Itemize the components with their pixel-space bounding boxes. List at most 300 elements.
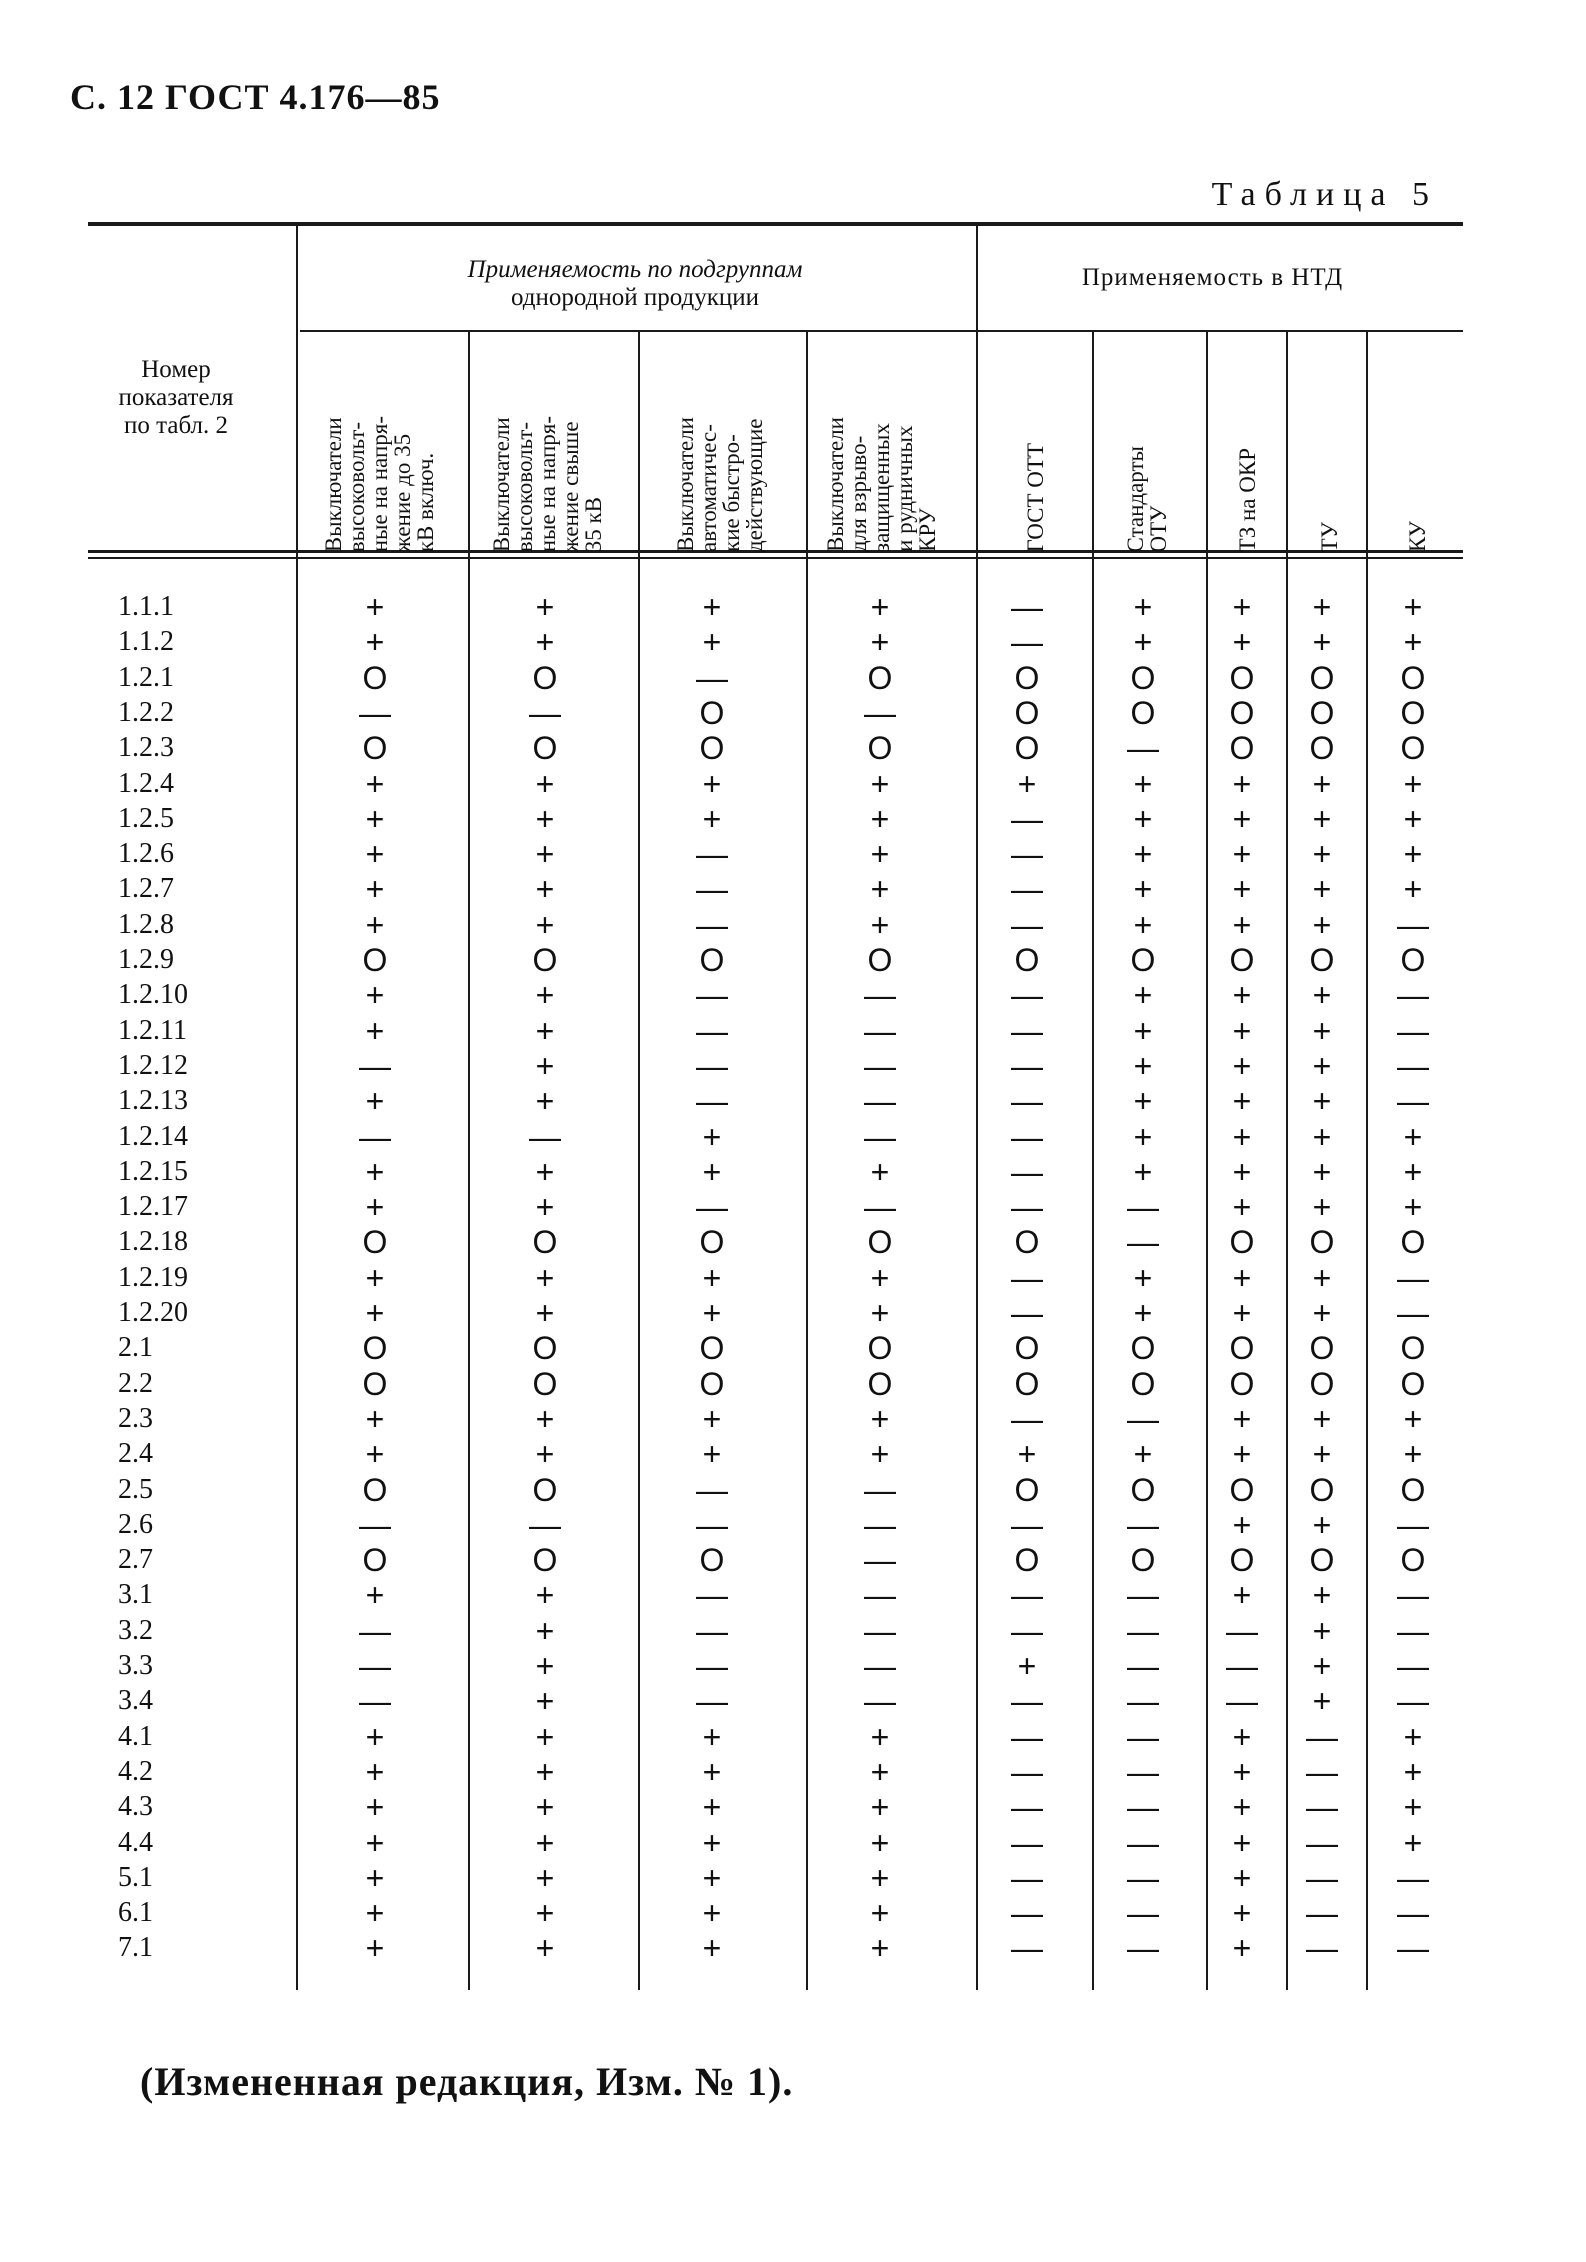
table-cell: — [1127, 1613, 1159, 1649]
table-cell: — [1127, 1648, 1159, 1684]
table-cell: + [1403, 766, 1423, 802]
table-cell: + [1312, 589, 1332, 625]
table-cell: — [1397, 1895, 1429, 1931]
table-cell: O [1400, 695, 1426, 731]
table-cell: — [864, 977, 896, 1013]
table-cell: — [1397, 977, 1429, 1013]
table-cell: O [867, 1366, 893, 1402]
table-cell: — [1011, 1825, 1043, 1861]
table-cell: + [702, 1119, 722, 1155]
row-number: 2.5 [118, 1474, 153, 1505]
table-cell: — [1011, 977, 1043, 1013]
row-number: 1.2.11 [118, 1015, 187, 1046]
table-cell: — [1011, 1401, 1043, 1437]
table-cell: + [1403, 1189, 1423, 1225]
table-cell: O [532, 1472, 558, 1508]
table-cell: O [1014, 1330, 1040, 1366]
group-title-ntd: Применяемость в НТД [1081, 264, 1344, 291]
table-cell: + [1312, 977, 1332, 1013]
table-cell: — [1011, 624, 1043, 660]
table-cell: — [1127, 1507, 1159, 1543]
table-cell: + [365, 1401, 385, 1437]
table-cell: + [702, 1930, 722, 1966]
divider-col-2 [638, 332, 640, 1990]
table-cell: + [870, 589, 890, 625]
table-cell: + [1232, 1577, 1252, 1613]
table-cell: + [1232, 1754, 1252, 1790]
table-cell: O [1229, 1472, 1255, 1508]
table-cell: O [1229, 695, 1255, 731]
row-number: 3.2 [118, 1615, 153, 1646]
row-number: 1.2.19 [118, 1262, 188, 1293]
table-cell: + [535, 624, 555, 660]
table-cell: + [1312, 1401, 1332, 1437]
table-cell: + [1312, 907, 1332, 943]
table-cell: — [1127, 1860, 1159, 1896]
table-cell: O [867, 660, 893, 696]
table-cell: + [702, 1754, 722, 1790]
table-cell: — [1011, 1860, 1043, 1896]
table-cell: O [1309, 695, 1335, 731]
table-cell: + [535, 1436, 555, 1472]
table-cell: + [870, 1754, 890, 1790]
row-number: 2.3 [118, 1403, 153, 1434]
table-cell: + [1403, 1719, 1423, 1755]
group-title-subgroups-line1: Применяемость по подгруппам [467, 256, 803, 283]
table-cell: O [362, 942, 388, 978]
divider-col-8 [1366, 332, 1368, 1990]
table-cell: O [699, 1224, 725, 1260]
column-header-6: Стандарты ОТУ [1123, 445, 1171, 552]
row-number: 1.2.2 [118, 697, 174, 728]
table-cell: O [867, 730, 893, 766]
table-cell: + [1232, 766, 1252, 802]
table-cell: + [365, 1436, 385, 1472]
table-cell: — [1397, 1577, 1429, 1613]
table-cell: — [1397, 1930, 1429, 1966]
table-cell: + [365, 1825, 385, 1861]
table-cell: + [365, 589, 385, 625]
table-cell: + [365, 836, 385, 872]
table-cell: O [1400, 1330, 1426, 1366]
table-cell: + [1133, 1260, 1153, 1296]
table-cell: + [535, 801, 555, 837]
table-cell: O [1130, 1330, 1156, 1366]
table-cell: + [1403, 589, 1423, 625]
table-cell: O [362, 1472, 388, 1508]
table-cell: + [1232, 1401, 1252, 1437]
table-cell: O [532, 1224, 558, 1260]
table-cell: + [870, 801, 890, 837]
table-cell: + [702, 589, 722, 625]
table-cell: + [870, 1789, 890, 1825]
table-cell: O [1014, 1224, 1040, 1260]
table-cell: + [535, 1930, 555, 1966]
table-cell: — [1011, 801, 1043, 837]
table-cell: — [1127, 1224, 1159, 1260]
table-cell: O [1400, 660, 1426, 696]
table-cell: — [359, 1613, 391, 1649]
table-cell: + [535, 1189, 555, 1225]
table-cell: O [1400, 942, 1426, 978]
table-cell: — [1011, 1119, 1043, 1155]
table-cell: — [1306, 1895, 1338, 1931]
table-cell: + [702, 1860, 722, 1896]
table-cell: — [1127, 1683, 1159, 1719]
table-cell: — [696, 1189, 728, 1225]
row-number: 4.3 [118, 1791, 153, 1822]
table-cell: — [696, 977, 728, 1013]
table-cell: — [1011, 1295, 1043, 1331]
table-cell: O [1400, 1542, 1426, 1578]
table-cell: — [359, 1648, 391, 1684]
table-cell: — [359, 1683, 391, 1719]
table-cell: — [1011, 1930, 1043, 1966]
table-cell: — [1011, 1789, 1043, 1825]
table-cell: + [1232, 1860, 1252, 1896]
table-cell: + [1403, 1154, 1423, 1190]
table-cell: O [1309, 1330, 1335, 1366]
table-cell: — [1226, 1648, 1258, 1684]
table-cell: — [1011, 836, 1043, 872]
top-rule [88, 222, 1463, 226]
divider-rownum [296, 226, 298, 1990]
table-cell: + [365, 1577, 385, 1613]
table-cell: + [365, 766, 385, 802]
table-cell: — [1306, 1825, 1338, 1861]
row-number: 2.6 [118, 1509, 153, 1540]
table-cell: + [1133, 1154, 1153, 1190]
table-cell: + [535, 1260, 555, 1296]
table-cell: + [1232, 624, 1252, 660]
table-cell: + [1232, 977, 1252, 1013]
table-cell: + [702, 1789, 722, 1825]
table-cell: + [535, 1719, 555, 1755]
table-cell: O [1229, 1366, 1255, 1402]
table-cell: + [535, 871, 555, 907]
table-cell: + [870, 1895, 890, 1931]
divider-col-1 [468, 332, 470, 1990]
row-number: 1.2.18 [118, 1226, 188, 1257]
table-caption: Таблица 5 [1211, 176, 1438, 213]
row-number: 1.2.6 [118, 838, 174, 869]
table-cell: + [1133, 801, 1153, 837]
table-cell: O [1014, 730, 1040, 766]
row-number: 1.2.15 [118, 1156, 188, 1187]
table-cell: + [870, 1260, 890, 1296]
table-cell: + [1232, 1436, 1252, 1472]
table-cell: + [535, 1825, 555, 1861]
group-rule [300, 330, 1463, 332]
table-cell: + [535, 977, 555, 1013]
table-cell: + [702, 1825, 722, 1861]
table-cell: — [1397, 1613, 1429, 1649]
table-cell: + [870, 1401, 890, 1437]
table-cell: — [1011, 1895, 1043, 1931]
row-number: 1.2.7 [118, 873, 174, 904]
row-number: 1.2.3 [118, 732, 174, 763]
row-number-header: Номер показателя по табл. 2 [118, 356, 234, 439]
footer-note: (Измененная редакция, Изм. № 1). [140, 2059, 794, 2104]
table-cell: + [535, 1401, 555, 1437]
table-cell: O [532, 1542, 558, 1578]
table-cell: + [1312, 1083, 1332, 1119]
table-cell: + [365, 907, 385, 943]
table-cell: + [870, 871, 890, 907]
table-cell: — [1011, 1048, 1043, 1084]
table-cell: O [1229, 1542, 1255, 1578]
table-cell: — [1011, 1013, 1043, 1049]
table-cell: — [529, 1507, 561, 1543]
table-cell: — [864, 1613, 896, 1649]
row-number: 1.2.10 [118, 979, 188, 1010]
table-cell: + [365, 1189, 385, 1225]
row-number: 2.7 [118, 1544, 153, 1575]
table-cell: + [870, 1154, 890, 1190]
table-cell: + [1312, 1048, 1332, 1084]
table-cell: + [1232, 589, 1252, 625]
table-cell: + [535, 589, 555, 625]
table-cell: + [702, 766, 722, 802]
page-header: С. 12 ГОСТ 4.176—85 [70, 77, 441, 117]
table-cell: O [1130, 660, 1156, 696]
table-cell: + [535, 1295, 555, 1331]
table-cell: — [864, 1189, 896, 1225]
table-cell: — [864, 1472, 896, 1508]
table-cell: O [1309, 660, 1335, 696]
table-cell: O [1130, 1472, 1156, 1508]
table-cell: + [1312, 1507, 1332, 1543]
table-cell: O [362, 1224, 388, 1260]
table-cell: — [1127, 1577, 1159, 1613]
row-number: 4.1 [118, 1721, 153, 1752]
table-cell: — [1011, 1719, 1043, 1755]
table-cell: + [1232, 907, 1252, 943]
table-cell: + [1133, 1119, 1153, 1155]
table-cell: + [1403, 1119, 1423, 1155]
table-cell: + [1232, 1295, 1252, 1331]
table-cell: + [365, 1754, 385, 1790]
row-number: 5.1 [118, 1862, 153, 1893]
table-cell: + [1133, 624, 1153, 660]
column-header-7: ТЗ на ОКР [1235, 447, 1260, 552]
table-cell: + [535, 1683, 555, 1719]
row-number: 1.1.1 [118, 591, 174, 622]
column-header-1: Выключатели высоковольт- ные на напря- жение до 35 кВ включ. [321, 415, 438, 552]
column-header-9: КУ [1405, 520, 1430, 552]
table-cell: O [867, 942, 893, 978]
table-cell: — [696, 660, 728, 696]
table-cell: — [1397, 1860, 1429, 1896]
table-cell: + [1133, 1436, 1153, 1472]
table-cell: + [535, 1860, 555, 1896]
table-cell: O [362, 1330, 388, 1366]
table-cell: + [1232, 1507, 1252, 1543]
table-cell: O [1400, 1366, 1426, 1402]
table-cell: + [870, 836, 890, 872]
row-number: 1.2.5 [118, 803, 174, 834]
table-cell: O [699, 1330, 725, 1366]
table-cell: O [1229, 1330, 1255, 1366]
table-cell: + [1312, 801, 1332, 837]
table-cell: O [1229, 660, 1255, 696]
table-cell: + [870, 1930, 890, 1966]
table-cell: + [535, 766, 555, 802]
table-cell: + [702, 1401, 722, 1437]
table-cell: + [365, 1013, 385, 1049]
table-cell: — [696, 1083, 728, 1119]
table-cell: — [696, 1648, 728, 1684]
table-cell: — [1397, 1295, 1429, 1331]
table-cell: — [1011, 1507, 1043, 1543]
table-cell: O [1014, 695, 1040, 731]
table-cell: O [1014, 1542, 1040, 1578]
table-cell: + [365, 1260, 385, 1296]
table-cell: + [1403, 1401, 1423, 1437]
table-cell: + [1312, 1648, 1332, 1684]
table-cell: O [1130, 942, 1156, 978]
table-cell: — [1127, 1789, 1159, 1825]
row-number: 1.2.13 [118, 1085, 188, 1116]
column-header-4: Выключатели для взрыво- защищенных и рудничных КРУ [823, 417, 940, 552]
table-cell: + [1017, 1648, 1037, 1684]
table-cell: + [1232, 1719, 1252, 1755]
table-cell: — [1127, 1825, 1159, 1861]
divider-groups [976, 226, 978, 1990]
table-cell: O [1130, 695, 1156, 731]
table-cell: + [1232, 1825, 1252, 1861]
table-cell: — [696, 1472, 728, 1508]
table-cell: + [1133, 589, 1153, 625]
table-cell: + [1232, 1930, 1252, 1966]
table-cell: O [532, 730, 558, 766]
table-cell: — [359, 1507, 391, 1543]
table-cell: + [535, 907, 555, 943]
table-cell: O [1309, 942, 1335, 978]
table-cell: — [1011, 1083, 1043, 1119]
table-cell: + [1232, 1013, 1252, 1049]
table-cell: + [535, 1083, 555, 1119]
row-number: 2.1 [118, 1332, 153, 1363]
table-cell: + [365, 1860, 385, 1896]
divider-col-7 [1286, 332, 1288, 1990]
table-cell: + [365, 977, 385, 1013]
table-cell: + [1403, 1825, 1423, 1861]
table-cell: + [1312, 836, 1332, 872]
table-cell: + [1312, 766, 1332, 802]
table-cell: — [529, 695, 561, 731]
table-cell: O [532, 660, 558, 696]
table-cell: O [1309, 1542, 1335, 1578]
table-cell: + [1312, 871, 1332, 907]
table-cell: O [532, 1330, 558, 1366]
table-cell: + [365, 871, 385, 907]
divider-col-5 [1092, 332, 1094, 1990]
row-number: 1.2.8 [118, 909, 174, 940]
row-number: 4.4 [118, 1827, 153, 1858]
table-cell: — [864, 695, 896, 731]
table-cell: — [864, 1648, 896, 1684]
table-cell: — [359, 1048, 391, 1084]
table-cell: + [1133, 1013, 1153, 1049]
row-number: 3.3 [118, 1650, 153, 1681]
table-cell: — [1397, 1648, 1429, 1684]
table-cell: — [1127, 1930, 1159, 1966]
row-number: 1.2.1 [118, 662, 174, 693]
table-cell: — [1306, 1930, 1338, 1966]
table-cell: + [1232, 836, 1252, 872]
table-cell: — [696, 907, 728, 943]
table-cell: + [365, 801, 385, 837]
table-cell: — [1127, 730, 1159, 766]
table-cell: O [532, 1366, 558, 1402]
table-cell: + [365, 1789, 385, 1825]
table-cell: — [1011, 1683, 1043, 1719]
table-cell: — [864, 1119, 896, 1155]
table-cell: + [535, 1613, 555, 1649]
header-rule-2 [88, 557, 1463, 559]
table-cell: + [1403, 1789, 1423, 1825]
table-cell: — [1226, 1683, 1258, 1719]
divider-col-6 [1206, 332, 1208, 1990]
table-cell: + [1017, 766, 1037, 802]
table-cell: + [1133, 836, 1153, 872]
table-cell: + [535, 1154, 555, 1190]
column-header-2: Выключатели высоковольт- ные на напря- жение свыше 35 кВ [489, 415, 606, 552]
table-cell: — [1306, 1719, 1338, 1755]
table-cell: + [870, 1719, 890, 1755]
table-cell: O [362, 1366, 388, 1402]
table-cell: O [867, 1224, 893, 1260]
table-cell: + [1312, 1119, 1332, 1155]
table-cell: + [365, 1154, 385, 1190]
table-cell: + [1232, 1895, 1252, 1931]
table-cell: — [1306, 1860, 1338, 1896]
table-cell: + [1312, 1683, 1332, 1719]
table-cell: — [1306, 1754, 1338, 1790]
table-cell: O [362, 660, 388, 696]
table-cell: — [1306, 1789, 1338, 1825]
table-cell: + [870, 624, 890, 660]
table-cell: O [362, 730, 388, 766]
table-cell: O [1130, 1366, 1156, 1402]
row-number: 2.2 [118, 1368, 153, 1399]
table-cell: O [699, 1366, 725, 1402]
table-cell: + [1403, 1754, 1423, 1790]
table-cell: O [362, 1542, 388, 1578]
table-cell: + [1232, 1048, 1252, 1084]
group-title-subgroups-line2: однородной продукции [510, 284, 760, 311]
table-cell: O [1309, 1472, 1335, 1508]
table-cell: — [696, 1577, 728, 1613]
table-cell: — [1397, 1083, 1429, 1119]
table-cell: + [702, 624, 722, 660]
table-cell: + [535, 1754, 555, 1790]
table-cell: — [1011, 907, 1043, 943]
table-cell: + [1312, 624, 1332, 660]
table-cell: + [1312, 1577, 1332, 1613]
table-cell: + [1232, 1789, 1252, 1825]
table-cell: — [1011, 1260, 1043, 1296]
row-number: 3.1 [118, 1579, 153, 1610]
table-cell: — [864, 1577, 896, 1613]
table-cell: + [1133, 907, 1153, 943]
table-cell: + [1232, 801, 1252, 837]
table-cell: — [696, 871, 728, 907]
table-cell: + [1232, 1260, 1252, 1296]
table-cell: — [696, 1013, 728, 1049]
column-header-5: ГОСТ ОТТ [1023, 442, 1048, 552]
